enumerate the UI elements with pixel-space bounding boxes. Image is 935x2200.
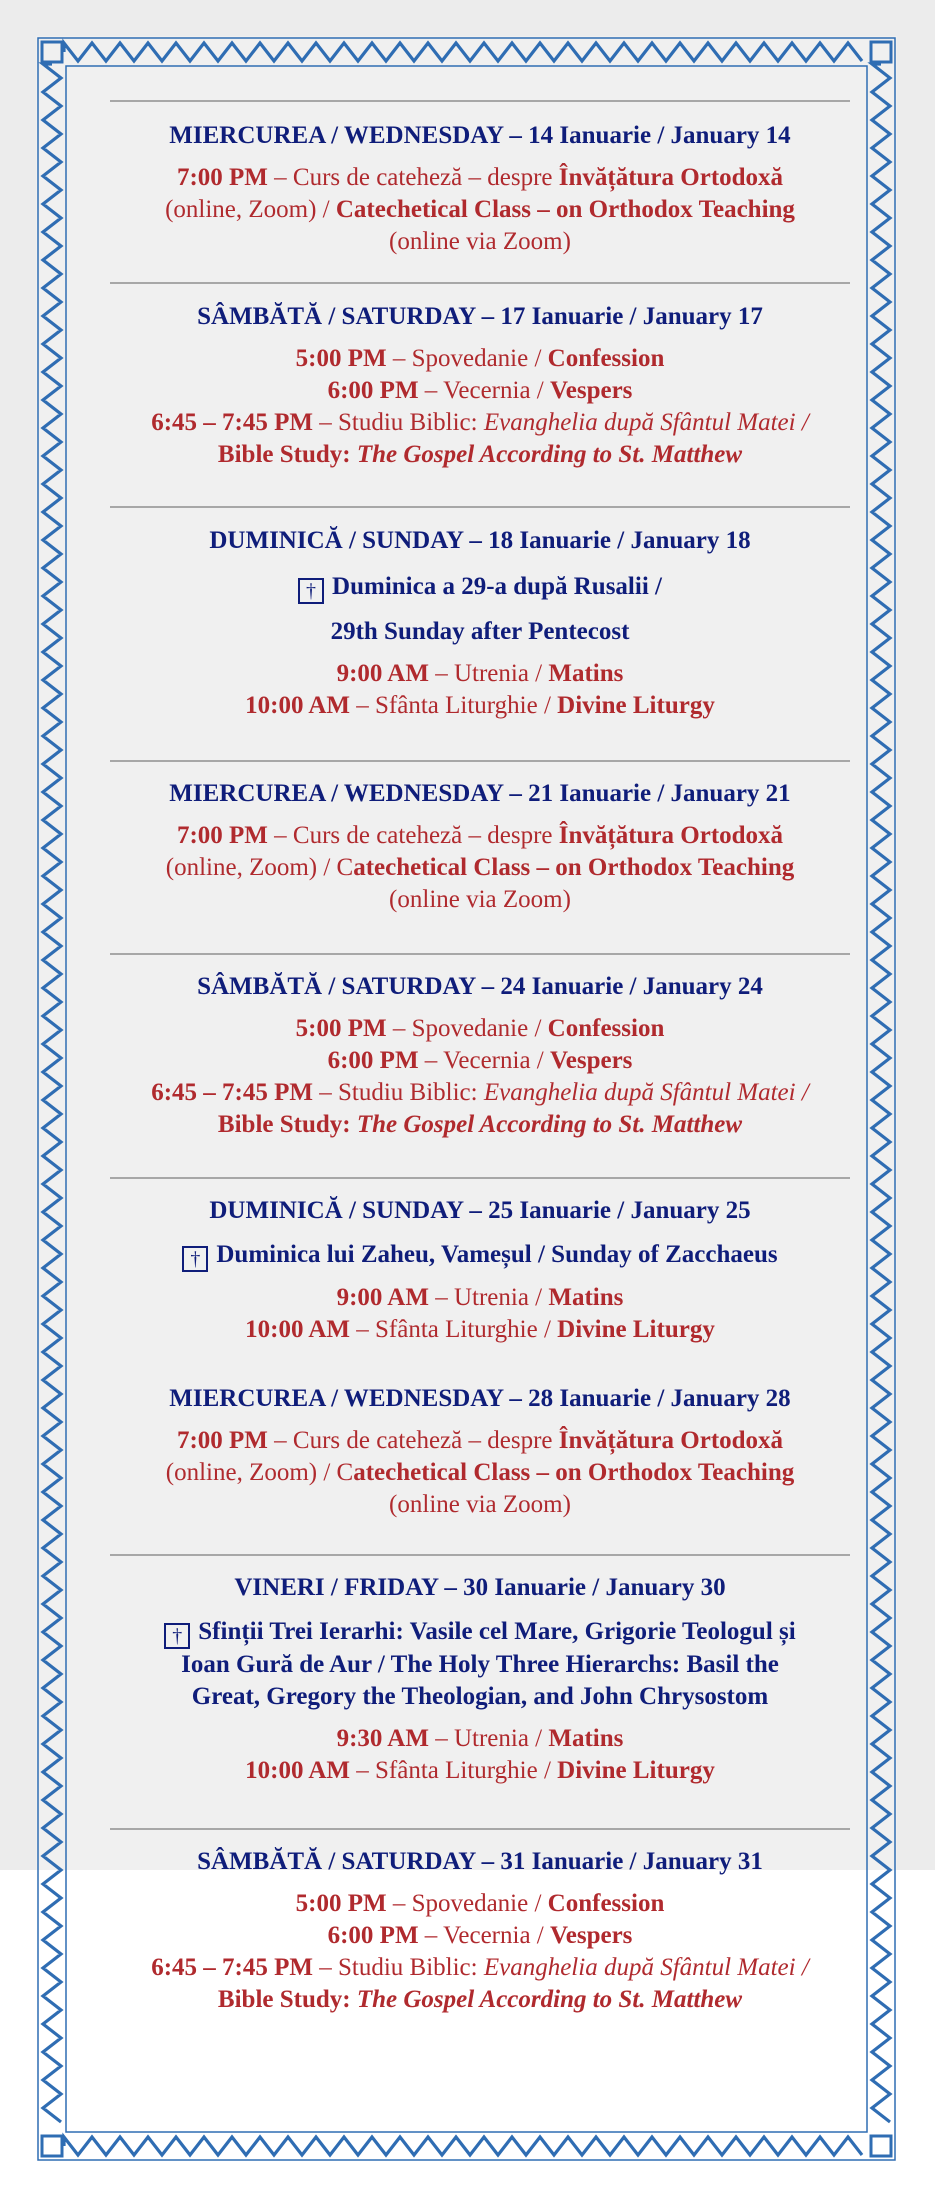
- event-time: 5:00 PM: [295, 1890, 387, 1917]
- feast-title: † Sfinții Trei Ierarhi: Vasile cel Mare, Grigorie Teologul și: [110, 1616, 850, 1649]
- event-title-ro: – Curs de cateheză – despre: [267, 822, 559, 849]
- event-title-ro: – Curs de cateheză – despre: [267, 164, 559, 191]
- event-title-ro: – Vecernia /: [418, 1047, 550, 1074]
- cross-box-icon: †: [164, 1623, 190, 1649]
- event-line: (online via Zoom): [389, 228, 571, 255]
- event-title-ro: – Vecernia /: [418, 1922, 550, 1949]
- event-title-en-italic: The Gospel According to St. Matthew: [356, 441, 743, 468]
- event-line: [110, 1425, 850, 1457]
- event-time: 9:30 AM: [336, 1725, 429, 1752]
- event-title-ro: – Sfânta Liturghie /: [350, 1316, 558, 1343]
- event-title-ro-bold: Învățătura Ortodoxă: [558, 822, 784, 849]
- event-line: [110, 1723, 850, 1755]
- event-title-ro: (online, Zoom) /: [165, 196, 336, 223]
- event-line: [110, 1888, 850, 1920]
- day-header: SÂMBĂTĂ / SATURDAY – 31 Ianuarie / January 31: [197, 1848, 763, 1875]
- event-time: 10:00 AM: [245, 692, 351, 719]
- day-header: MIERCUREA / WEDNESDAY – 14 Ianuarie / January 14: [169, 122, 791, 149]
- event-line: (online via Zoom): [389, 886, 571, 913]
- event-title-ro: – Studiu Biblic:: [312, 409, 484, 436]
- event-title-en: Bible Study:: [217, 441, 357, 468]
- event-line: [110, 852, 850, 884]
- event-title-ro: (online, Zoom) / C: [165, 854, 354, 881]
- event-title-en-italic: The Gospel According to St. Matthew: [356, 1986, 743, 2013]
- event-title-en-italic: The Gospel According to St. Matthew: [356, 1111, 743, 1138]
- event-line: (online via Zoom): [389, 1491, 571, 1518]
- feast-title-cont: Great, Gregory the Theologian, and John Chrysostom: [191, 1683, 769, 1710]
- event-title-en: Catechetical Class – on Orthodox Teaching: [335, 196, 795, 223]
- schedule-day-sat-31: [110, 1846, 850, 2016]
- cross-box-icon: †: [298, 578, 324, 604]
- event-line: [110, 1457, 850, 1489]
- section-divider: [110, 506, 850, 508]
- feast-title: † Duminica lui Zaheu, Vameșul / Sunday of Zacchaeus: [110, 1239, 850, 1272]
- event-title-en: Vespers: [549, 377, 633, 404]
- event-line: [110, 407, 850, 439]
- event-time: 5:00 PM: [295, 1015, 387, 1042]
- event-line: [110, 820, 850, 852]
- day-header: MIERCUREA / WEDNESDAY – 28 Ianuarie / January 28: [169, 1385, 791, 1412]
- event-title-en: atechetical Class – on Orthodox Teaching: [353, 854, 795, 881]
- event-time: 9:00 AM: [336, 1284, 429, 1311]
- schedule-day-sat-24: [110, 971, 850, 1141]
- event-title-ro-italic: Evanghelia după Sfântul Matei /: [483, 409, 809, 436]
- event-line: [110, 690, 850, 722]
- event-title-ro: – Studiu Biblic:: [312, 1954, 484, 1981]
- event-title-en: Bible Study:: [217, 1111, 357, 1138]
- section-divider: [110, 760, 850, 762]
- event-line: [110, 658, 850, 690]
- feast-title-cont: Ioan Gură de Aur / The Holy Three Hierarchs: Basil the: [181, 1651, 779, 1678]
- day-header: DUMINICĂ / SUNDAY – 18 Ianuarie / January 18: [209, 527, 751, 554]
- event-title-en: Bible Study:: [217, 1986, 357, 2013]
- event-title-ro: (online, Zoom) / C: [165, 1459, 354, 1486]
- event-title-ro-bold: Învățătura Ortodoxă: [558, 164, 784, 191]
- event-title-en: Divine Liturgy: [557, 1316, 715, 1343]
- event-title-ro: – Sfânta Liturghie /: [350, 1757, 558, 1784]
- event-title-ro: – Spovedanie /: [386, 1015, 548, 1042]
- event-line: [110, 1984, 850, 2016]
- event-title-ro: – Curs de cateheză – despre: [267, 1427, 559, 1454]
- event-title-en: Vespers: [549, 1922, 633, 1949]
- feast-title-en: 29th Sunday after Pentecost: [330, 618, 630, 645]
- day-header: MIERCUREA / WEDNESDAY – 21 Ianuarie / January 21: [169, 780, 791, 807]
- event-title-en: Confession: [547, 1890, 665, 1917]
- event-time: 10:00 AM: [245, 1757, 351, 1784]
- event-time: 6:45 – 7:45 PM: [151, 1079, 313, 1106]
- section-divider: [110, 953, 850, 955]
- event-time: 5:00 PM: [295, 345, 387, 372]
- section-divider: [110, 282, 850, 284]
- section-divider: [110, 1177, 850, 1179]
- event-time: 9:00 AM: [336, 660, 429, 687]
- cross-box-icon: †: [182, 1246, 208, 1272]
- event-line: [110, 1282, 850, 1314]
- event-title-ro: – Utrenia /: [428, 1725, 549, 1752]
- event-line: [110, 1920, 850, 1952]
- event-line: [110, 375, 850, 407]
- event-title-en: Confession: [547, 345, 665, 372]
- event-title-en: Matins: [548, 1284, 624, 1311]
- event-title-en: Matins: [548, 1725, 624, 1752]
- event-title-en: Matins: [548, 660, 624, 687]
- event-line: [110, 439, 850, 471]
- schedule-day-wed-28: [110, 1383, 850, 1521]
- event-title-ro-italic: Evanghelia după Sfântul Matei /: [483, 1954, 809, 1981]
- event-time: 6:00 PM: [327, 1922, 419, 1949]
- event-title-ro: – Utrenia /: [428, 1284, 549, 1311]
- section-divider: [110, 1554, 850, 1556]
- event-time: 7:00 PM: [176, 1427, 268, 1454]
- event-line: [110, 194, 850, 226]
- event-time: 7:00 PM: [176, 164, 268, 191]
- event-line: [110, 1077, 850, 1109]
- event-title-ro-italic: Evanghelia după Sfântul Matei /: [483, 1079, 809, 1106]
- event-line: [110, 343, 850, 375]
- section-divider: [110, 100, 850, 102]
- event-title-ro: – Spovedanie /: [386, 1890, 548, 1917]
- event-title-ro-bold: Învățătura Ortodoxă: [558, 1427, 784, 1454]
- event-time: 7:00 PM: [176, 822, 268, 849]
- event-line: [110, 1952, 850, 1984]
- feast-title: † Duminica a 29-a după Rusalii /: [110, 571, 850, 604]
- section-divider: [110, 1828, 850, 1830]
- event-title-en: Divine Liturgy: [557, 692, 715, 719]
- event-line: [110, 1755, 850, 1787]
- schedule-day-sat-17: [110, 301, 850, 471]
- day-header: DUMINICĂ / SUNDAY – 25 Ianuarie / January 25: [209, 1197, 751, 1224]
- event-line: [110, 1314, 850, 1346]
- day-header: VINERI / FRIDAY – 30 Ianuarie / January 30: [234, 1574, 726, 1601]
- event-time: 10:00 AM: [245, 1316, 351, 1343]
- schedule-day-fri-30: [110, 1572, 850, 1787]
- event-title-en: Confession: [547, 1015, 665, 1042]
- event-title-ro: – Utrenia /: [428, 660, 549, 687]
- event-title-ro: – Vecernia /: [418, 377, 550, 404]
- event-line: [110, 1013, 850, 1045]
- day-header: SÂMBĂTĂ / SATURDAY – 24 Ianuarie / January 24: [197, 973, 763, 1000]
- schedule-day-wed-14: [110, 120, 850, 258]
- event-time: 6:00 PM: [327, 1047, 419, 1074]
- event-title-ro: – Studiu Biblic:: [312, 1079, 484, 1106]
- schedule-day-sun-25: [110, 1195, 850, 1346]
- event-title-en: Divine Liturgy: [557, 1757, 715, 1784]
- event-title-en: atechetical Class – on Orthodox Teaching: [353, 1459, 795, 1486]
- event-title-ro: – Spovedanie /: [386, 345, 548, 372]
- day-header: SÂMBĂTĂ / SATURDAY – 17 Ianuarie / January 17: [197, 303, 763, 330]
- event-title-ro: – Sfânta Liturghie /: [350, 692, 558, 719]
- event-time: 6:45 – 7:45 PM: [151, 1954, 313, 1981]
- event-title-en: Vespers: [549, 1047, 633, 1074]
- event-line: [110, 1045, 850, 1077]
- event-time: 6:45 – 7:45 PM: [151, 409, 313, 436]
- schedule-day-wed-21: [110, 778, 850, 916]
- event-time: 6:00 PM: [327, 377, 419, 404]
- event-line: [110, 162, 850, 194]
- schedule-day-sun-18: [110, 525, 850, 722]
- event-line: [110, 1109, 850, 1141]
